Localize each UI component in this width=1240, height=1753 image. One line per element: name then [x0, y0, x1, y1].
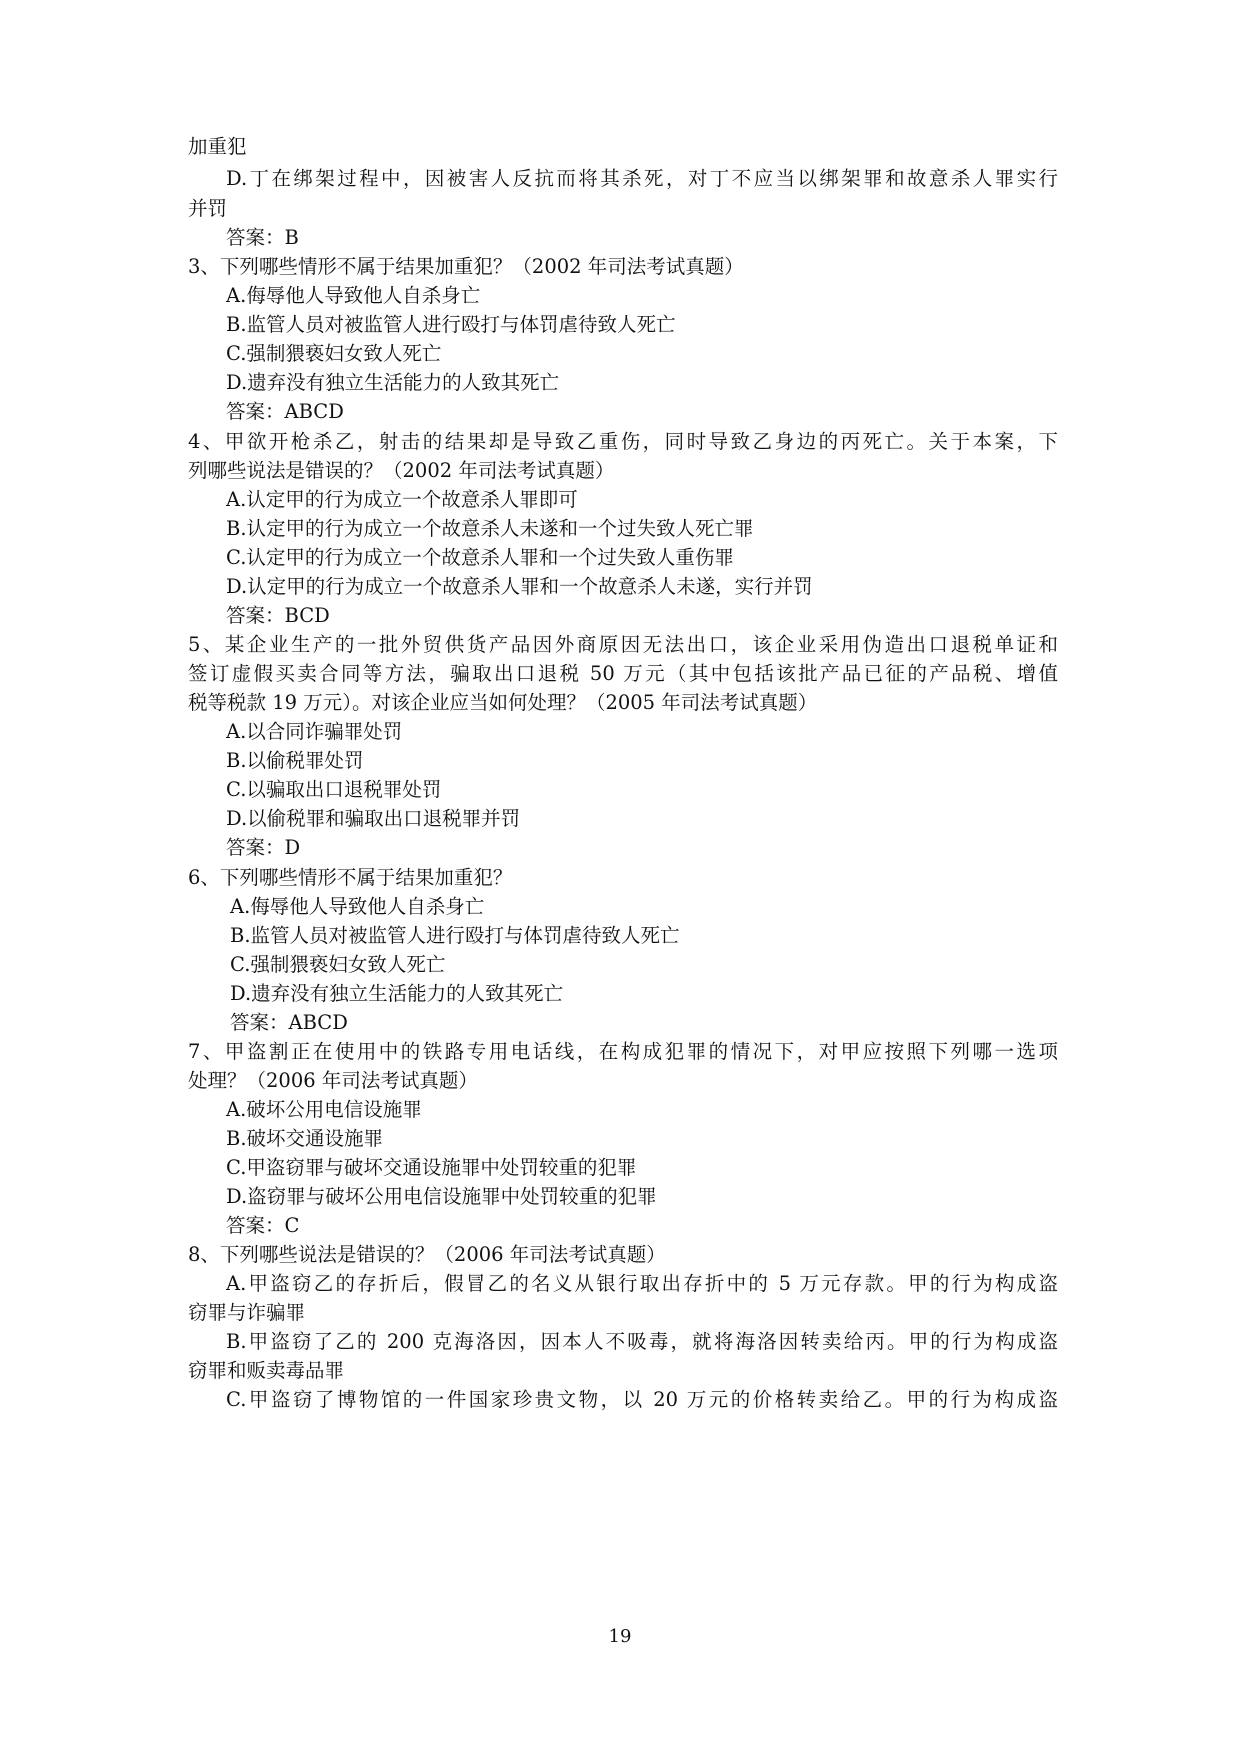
question-line: 4、甲欲开枪杀乙，射击的结果却是导致乙重伤，同时导致乙身边的丙死亡。关于本案，下 [188, 430, 1058, 453]
text-line: 窃罪与诈骗罪 [188, 1301, 306, 1324]
question-line: 处理？（2006 年司法考试真题） [188, 1069, 478, 1092]
option-line: A.侮辱他人导致他人自杀身亡 [230, 895, 485, 918]
option-line: A.破坏公用电信设施罪 [226, 1098, 422, 1121]
text-line: 窃罪和贩卖毒品罪 [188, 1359, 345, 1382]
option-line: A.以合同诈骗罪处罚 [226, 720, 403, 743]
answer-line: 答案：ABCD [230, 1011, 348, 1034]
question-line: 列哪些说法是错误的？（2002 年司法考试真题） [188, 459, 615, 482]
answer-line: 答案：ABCD [226, 400, 344, 423]
option-line: C.强制猥亵妇女致人死亡 [230, 953, 446, 976]
option-line: D.遗弃没有独立生活能力的人致其死亡 [230, 982, 564, 1005]
question-line: 5、某企业生产的一批外贸供货产品因外商原因无法出口，该企业采用伪造出口退税单证和 [188, 633, 1058, 656]
answer-line: 答案：D [226, 836, 301, 859]
option-line: C.甲盗窃了博物馆的一件国家珍贵文物，以 20 万元的价格转卖给乙。甲的行为构成盗 [226, 1388, 1058, 1411]
option-line: B.监管人员对被监管人进行殴打与体罚虐待致人死亡 [230, 924, 680, 947]
text-line: 并罚 [188, 197, 228, 220]
answer-line: 答案：BCD [226, 604, 330, 627]
option-line: C.强制猥亵妇女致人死亡 [226, 342, 442, 365]
option-line: A.侮辱他人导致他人自杀身亡 [226, 284, 481, 307]
option-line: D.以偷税罪和骗取出口退税罪并罚 [226, 807, 521, 830]
option-line: B.以偷税罪处罚 [226, 749, 364, 772]
question-line: 3、下列哪些情形不属于结果加重犯？（2002 年司法考试真题） [188, 255, 744, 278]
option-line: B.认定甲的行为成立一个故意杀人未遂和一个过失致人死亡罪 [226, 517, 754, 540]
option-line: D.丁在绑架过程中，因被害人反抗而将其杀死，对丁不应当以绑架罪和故意杀人罪实行 [226, 167, 1058, 190]
option-line: D.盗窃罪与破坏公用电信设施罪中处罚较重的犯罪 [226, 1185, 657, 1208]
question-line: 签订虚假买卖合同等方法，骗取出口退税 50 万元（其中包括该批产品已征的产品税、增值 [188, 662, 1058, 685]
option-line: A.认定甲的行为成立一个故意杀人罪即可 [226, 488, 578, 511]
option-line: B.破坏交通设施罪 [226, 1127, 384, 1150]
question-line: 7、甲盗割正在使用中的铁路专用电话线，在构成犯罪的情况下，对甲应按照下列哪一选项 [188, 1040, 1058, 1063]
option-line: D.遗弃没有独立生活能力的人致其死亡 [226, 371, 560, 394]
answer-line: 答案：B [226, 226, 299, 249]
option-line: A.甲盗窃乙的存折后，假冒乙的名义从银行取出存折中的 5 万元存款。甲的行为构成盗 [226, 1272, 1058, 1295]
option-line: C.甲盗窃罪与破坏交通设施罪中处罚较重的犯罪 [226, 1156, 637, 1179]
page-number: 19 [608, 1626, 632, 1647]
question-line: 6、下列哪些情形不属于结果加重犯？ [188, 866, 513, 889]
option-line: B.甲盗窃了乙的 200 克海洛因，因本人不吸毒，就将海洛因转卖给丙。甲的行为构成盗 [226, 1330, 1058, 1353]
option-line: D.认定甲的行为成立一个故意杀人罪和一个故意杀人未遂，实行并罚 [226, 575, 813, 598]
option-line: C.以骗取出口退税罪处罚 [226, 778, 442, 801]
option-line: B.监管人员对被监管人进行殴打与体罚虐待致人死亡 [226, 313, 676, 336]
answer-line: 答案：C [226, 1214, 300, 1237]
text-line: 加重犯 [188, 135, 247, 158]
option-line: C.认定甲的行为成立一个故意杀人罪和一个过失致人重伤罪 [226, 546, 734, 569]
question-line: 8、下列哪些说法是错误的？（2006 年司法考试真题） [188, 1243, 666, 1266]
question-line: 税等税款 19 万元）。对该企业应当如何处理？（2005 年司法考试真题） [188, 691, 818, 714]
